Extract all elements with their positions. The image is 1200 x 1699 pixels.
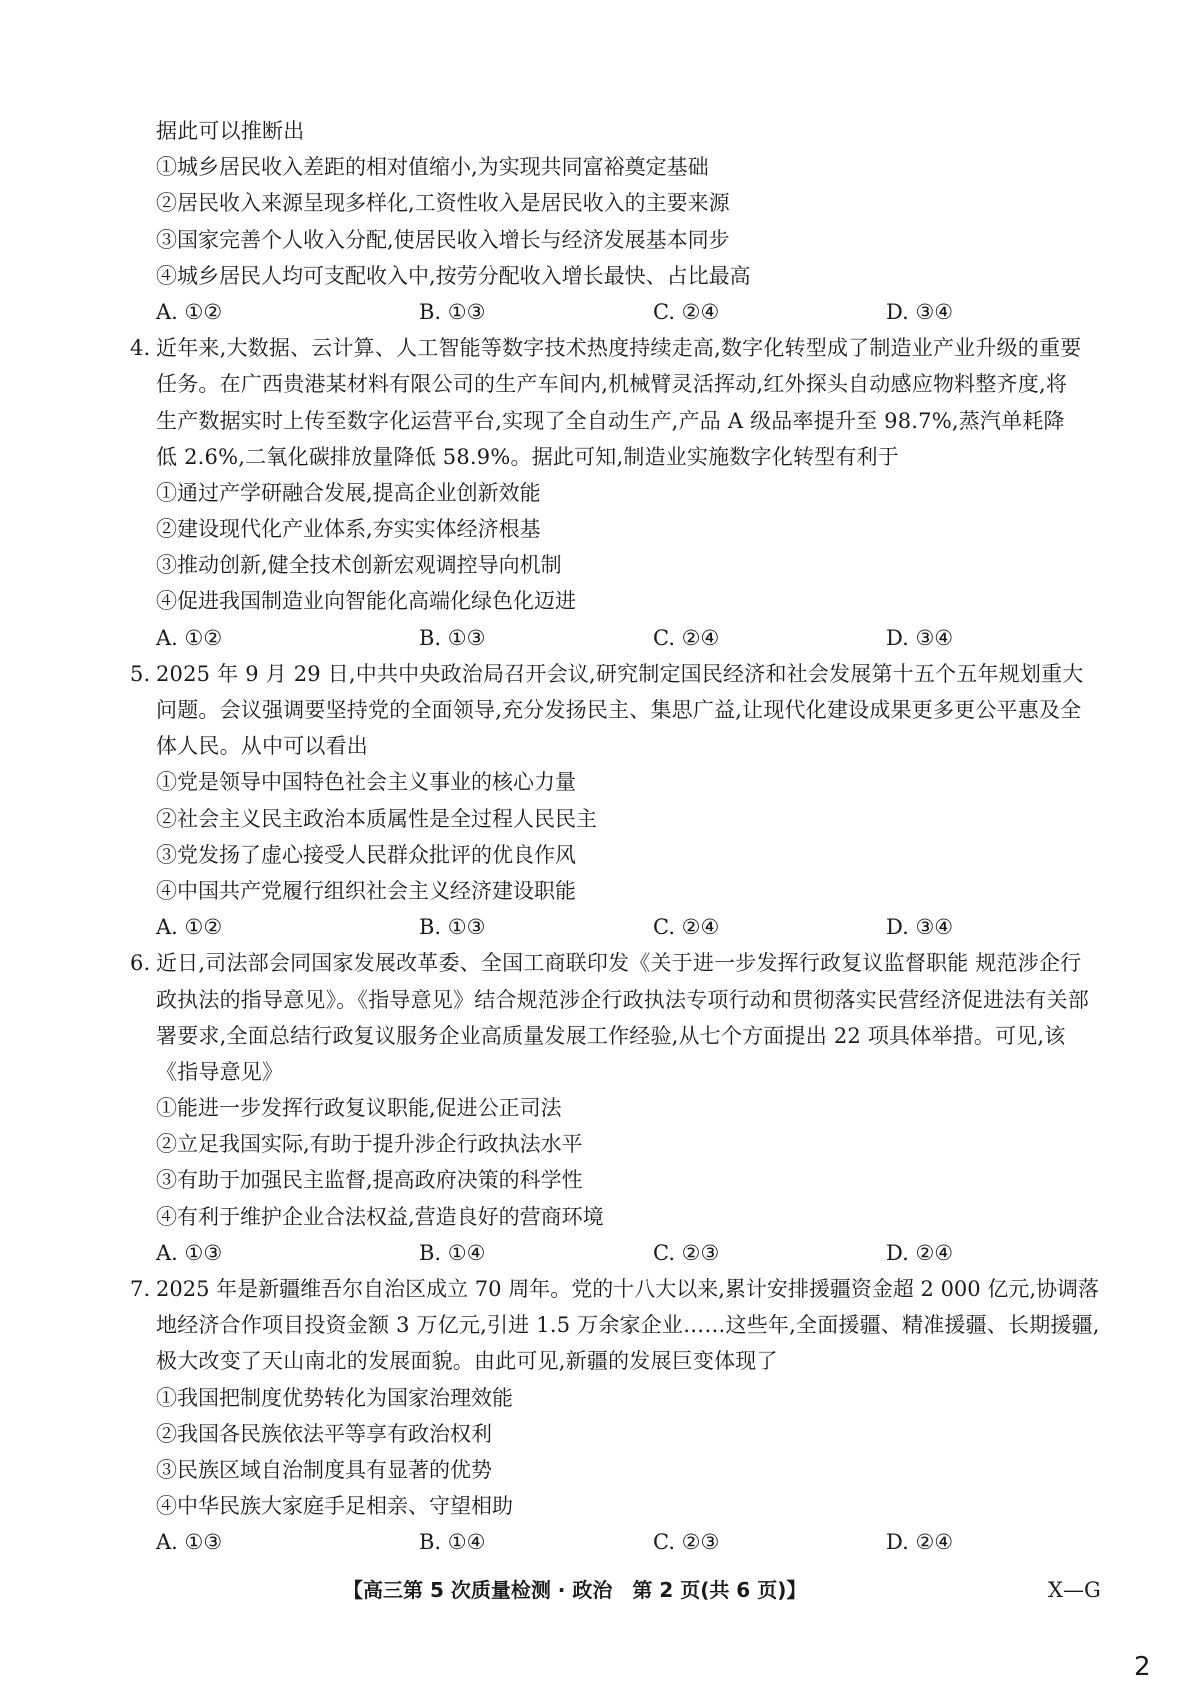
question-5-choice-a: A. ①② [156,915,223,940]
question-3-option-3: ③国家完善个人收入分配,使居民收入增长与经济发展基本同步 [156,227,730,252]
question-7-option-2: ②我国各民族依法平等享有政治权利 [156,1421,492,1446]
question-7 [130,1271,1106,1561]
question-6-line-1: 近日,司法部会同国家发展改革委、全国工商联印发《关于进一步发挥行政复议监督职能 规范涉企行 [156,951,1082,976]
question-5-choice-d: D. ③④ [886,915,954,940]
footer-title: 【高三第 5 次质量检测 · 政治 第 2 页(共 6 页)】 [343,1578,807,1602]
question-4-line-1: 近年来,大数据、云计算、人工智能等数字技术热度持续走高,数字化转型成了制造业产业升级的重要 [156,336,1082,361]
question-5-option-4: ④中国共产党履行组织社会主义经济建设职能 [156,878,576,903]
corner-page-number: 2 [1134,1652,1151,1682]
question-3-option-1: ①城乡居民收入差距的相对值缩小,为实现共同富裕奠定基础 [156,155,709,180]
question-4-option-1: ①通过产学研融合发展,提高企业创新效能 [156,480,541,505]
question-7-choice-c: C. ②③ [653,1530,720,1555]
question-3-choices [156,294,1106,330]
question-7-choice-d: D. ②④ [886,1530,954,1555]
question-6-choice-d: D. ②④ [886,1240,954,1265]
question-5-line-3: 体人民。从中可以看出 [156,734,368,759]
question-6-option-3: ③有助于加强民主监督,提高政府决策的科学性 [156,1168,583,1193]
question-7-line-2: 地经济合作项目投资金额 3 万亿元,引进 1.5 万余家企业……这些年,全面援疆、精准援疆、长期援疆, [156,1313,1100,1338]
question-6-choice-b: B. ①④ [419,1240,486,1265]
question-3-tail [156,113,1106,330]
question-5-number: 5. [130,661,151,686]
question-4 [130,330,1106,656]
question-4-stem [130,330,1106,475]
question-4-choice-a: A. ①② [156,625,223,650]
question-6 [130,945,1106,1271]
question-7-option-4: ④中华民族大家庭手足相亲、守望相助 [156,1494,513,1519]
question-4-line-3: 生产数据实时上传至数字化运营平台,实现了全自动生产,产品 A 级品率提升至 98.7%,蒸汽单耗降 [156,408,1065,433]
question-5-choice-c: C. ②④ [653,915,720,940]
question-4-option-3: ③推动创新,健全技术创新宏观调控导向机制 [156,553,562,578]
question-7-choice-a: A. ①③ [156,1530,223,1555]
question-4-choices [156,620,1106,656]
question-3-intro: 据此可以推断出 [156,119,305,143]
question-6-option-1: ①能进一步发挥行政复议职能,促进公正司法 [156,1096,562,1121]
question-6-option-4: ④有利于维护企业合法权益,营造良好的营商环境 [156,1204,604,1229]
question-3-choice-c: C. ②④ [653,299,720,324]
question-5-stem [130,656,1106,765]
question-3-option-2: ②居民收入来源呈现多样化,工资性收入是居民收入的主要来源 [156,191,730,216]
question-4-choice-b: B. ①③ [419,625,486,650]
question-4-line-4: 低 2.6%,二氧化碳排放量降低 58.9%。据此可知,制造业实施数字化转型有利于 [156,444,899,469]
question-3-option-4: ④城乡居民人均可支配收入中,按劳分配收入增长最快、占比最高 [156,263,751,288]
question-4-choice-d: D. ③④ [886,625,954,650]
question-4-number: 4. [130,336,151,361]
question-3-choice-b: B. ①③ [419,299,486,324]
question-5 [130,656,1106,946]
question-4-option-4: ④促进我国制造业向智能化高端化绿色化迈进 [156,589,576,614]
question-6-line-3: 署要求,全面总结行政复议服务企业高质量发展工作经验,从七个方面提出 22 项具体举措。可见,该 [156,1023,1066,1048]
question-7-option-3: ③民族区域自治制度具有显著的优势 [156,1457,492,1482]
question-6-choices [156,1235,1106,1271]
question-5-line-2: 问题。会议强调要坚持党的全面领导,充分发扬民主、集思广益,让现代化建设成果更多更公平惠及全 [156,698,1082,722]
question-5-option-1: ①党是领导中国特色社会主义事业的核心力量 [156,770,576,795]
footer-code: X—G [1048,1578,1101,1602]
question-5-option-2: ②社会主义民主政治本质属性是全过程人民民主 [156,806,597,831]
page-footer [0,1573,1200,1607]
question-6-choice-a: A. ①③ [156,1240,223,1265]
question-6-option-2: ②立足我国实际,有助于提升涉企行政执法水平 [156,1132,583,1157]
question-6-line-2: 政执法的指导意见》。《指导意见》结合规范涉企行政执法专项行动和贯彻落实民营经济促进法有关部 [156,987,1089,1012]
question-5-line-1: 2025 年 9 月 29 日,中共中央政治局召开会议,研究制定国民经济和社会发展第十五个五年规划重大 [156,661,1084,686]
question-6-choice-c: C. ②③ [653,1240,720,1265]
question-4-choice-c: C. ②④ [653,625,720,650]
question-7-option-1: ①我国把制度优势转化为国家治理效能 [156,1385,513,1410]
question-6-line-4: 《指导意见》 [156,1059,284,1084]
question-5-option-3: ③党发扬了虚心接受人民群众批评的优良作风 [156,842,576,867]
page-content [130,113,1106,1561]
question-3-choice-d: D. ③④ [886,299,954,324]
question-6-number: 6. [130,951,151,976]
question-5-choice-b: B. ①③ [419,915,486,940]
question-7-number: 7. [130,1277,151,1301]
question-7-choice-b: B. ①④ [419,1530,486,1555]
question-4-option-2: ②建设现代化产业体系,夯实实体经济根基 [156,517,541,542]
question-4-line-2: 任务。在广西贵港某材料有限公司的生产车间内,机械臂灵活挥动,红外探头自动感应物料整齐度,将 [156,372,1068,397]
question-7-line-1: 2025 年是新疆维吾尔自治区成立 70 周年。党的十八大以来,累计安排援疆资金超 2 000 亿元,协调落 [156,1277,1100,1301]
question-7-stem [130,1271,1106,1380]
question-6-stem [130,945,1106,1090]
question-7-choices [156,1524,1106,1560]
question-5-choices [156,909,1106,945]
question-3-choice-a: A. ①② [156,299,223,324]
question-7-line-3: 极大改变了天山南北的发展面貌。由此可见,新疆的发展巨变体现了 [156,1349,778,1374]
